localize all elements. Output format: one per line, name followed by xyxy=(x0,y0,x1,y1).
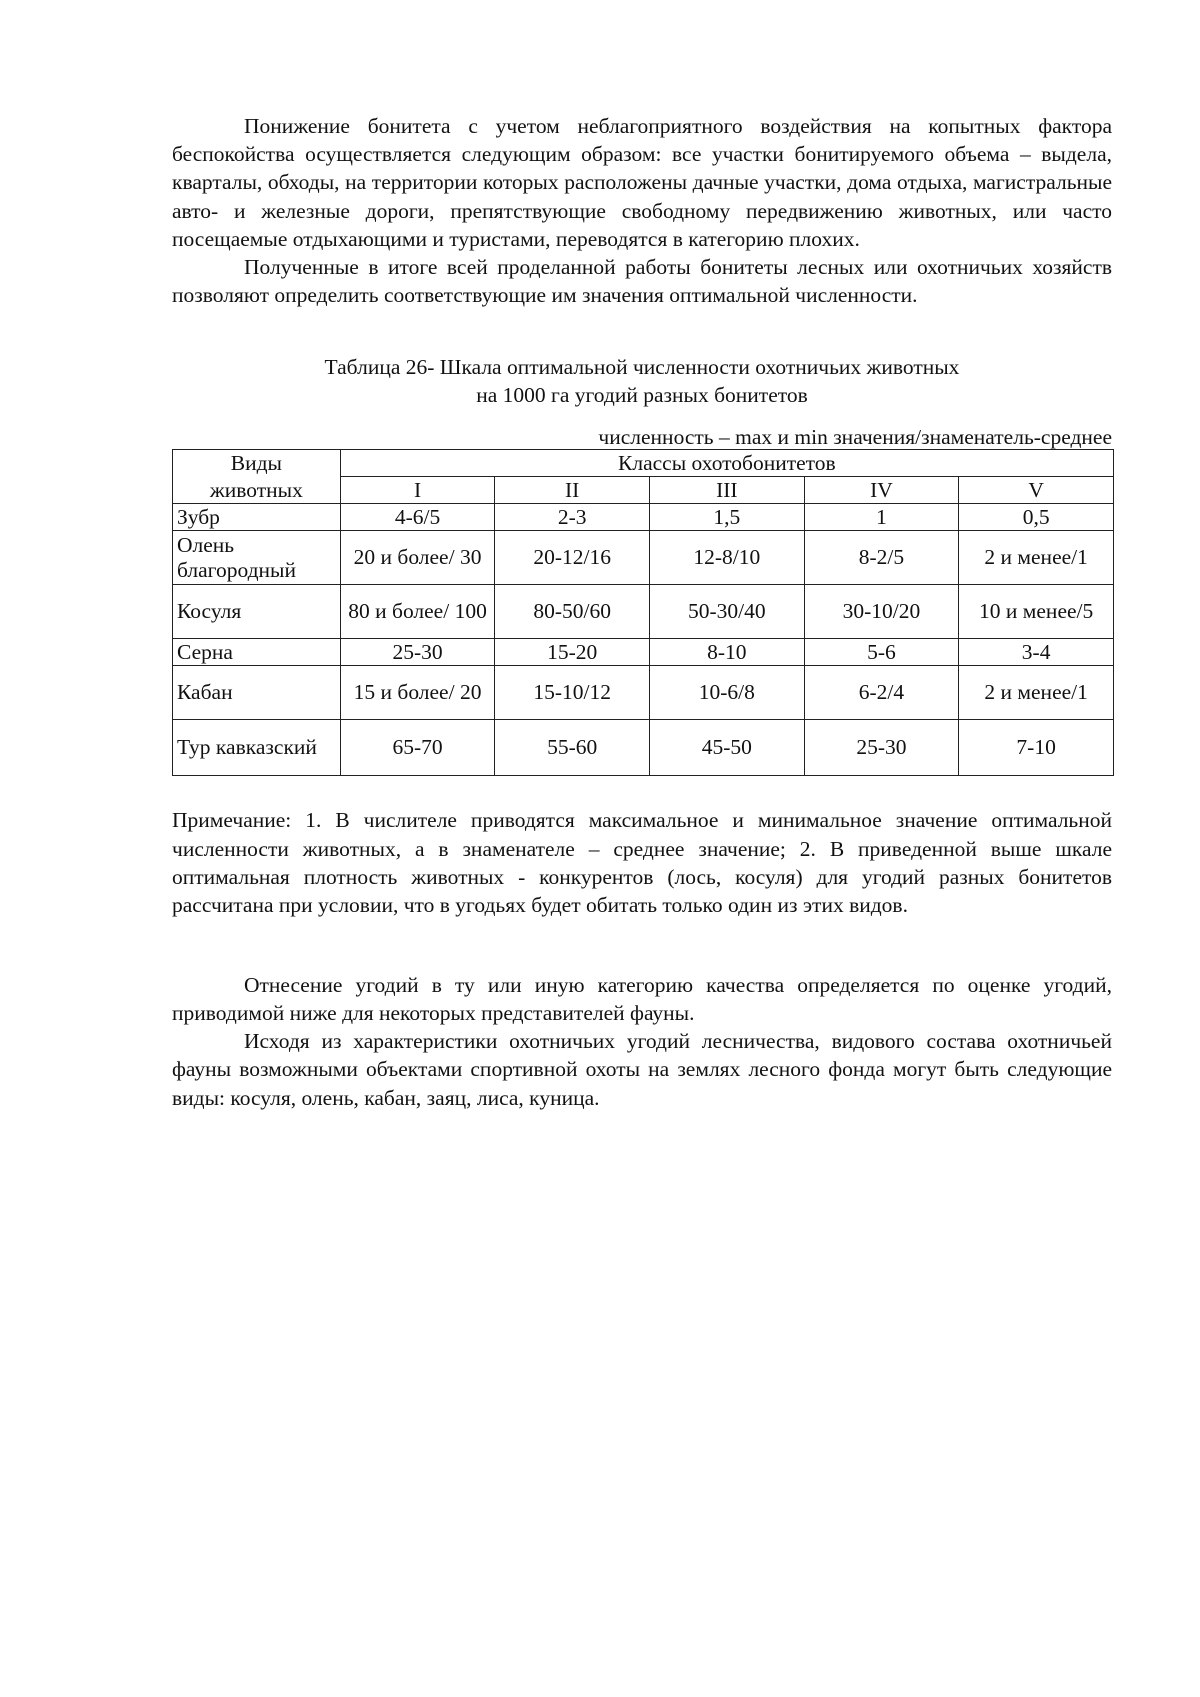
paragraph-land-category: Отнесение угодий в ту или иную категорию качества определяется по оценке угодий, приводимой ниже для некоторых представителей фауны. xyxy=(172,972,1112,1025)
paragraph-hunting-objects: Исходя из характеристики охотничьих угодий лесничества, видового состава охотничьей фауны возможными объектами спортивной охоты на землях лесного фонда могут быть следующие виды: косуля, олень, кабан, заяц, лиса, куница. xyxy=(172,1029,1112,1110)
table-row xyxy=(173,639,1114,666)
table-row xyxy=(173,504,1114,531)
species-name: Серна xyxy=(173,639,341,666)
paragraph-bonitet-reduction: Понижение бонитета с учетом неблагоприятного воздействия на копытных фактора беспокойства осуществляется следующим образом: все участки бонитируемого объема – выдела, кварталы, обходы, на территории которых расположены дачные участки, дома отдыха, магистральные авто- и железные дороги, препятствующие свободному передвижению животных, или часто посещаемые отдыхающими и туристами, переводятся в категорию плохих. xyxy=(172,114,1112,251)
table-cell: 5-6 xyxy=(804,639,959,666)
table-cell: 15-20 xyxy=(495,639,650,666)
table-cell: 80-50/60 xyxy=(495,585,650,639)
table-cell: 50-30/40 xyxy=(650,585,805,639)
table-cell: 0,5 xyxy=(959,504,1114,531)
species-name: Тур кавказский xyxy=(173,720,341,776)
table-cell: 25-30 xyxy=(340,639,495,666)
table-cell: 15 и более/ 20 xyxy=(340,666,495,720)
table-cell: 4-6/5 xyxy=(340,504,495,531)
class-header-2: II xyxy=(495,477,650,504)
table-cell: 15-10/12 xyxy=(495,666,650,720)
table-cell: 65-70 xyxy=(340,720,495,776)
table-cell: 2 и менее/1 xyxy=(959,531,1114,585)
table-note: Примечание: 1. В числителе приводятся максимальное и минимальное значение оптимальной численности животных, а в знаменателе – среднее значение; 2. В приведенной выше шкале оптимальная плотность животных - конкурентов (лось, косуля) для угодий разных бонитетов рассчитана при условии, что в угодьях будет обитать только один из этих видов. xyxy=(172,808,1112,918)
table-cell: 12-8/10 xyxy=(650,531,805,585)
section-gap xyxy=(172,941,1112,971)
header-species-cell-top: Виды xyxy=(173,450,341,477)
table-cell: 6-2/4 xyxy=(804,666,959,720)
table-cell: 8-10 xyxy=(650,639,805,666)
table-cell: 45-50 xyxy=(650,720,805,776)
table-cell: 10-6/8 xyxy=(650,666,805,720)
table-caption-line-1: Таблица 26- Шкала оптимальной численности охотничьих животных xyxy=(324,355,960,380)
species-name: Олень благородный xyxy=(173,531,341,585)
table-cell: 25-30 xyxy=(804,720,959,776)
table-units-note: численность – max и min значения/знаменатель-среднее xyxy=(598,425,1112,450)
table-cell: 8-2/5 xyxy=(804,531,959,585)
document-page xyxy=(172,112,1112,1112)
table-cell: 30-10/20 xyxy=(804,585,959,639)
class-header-4: IV xyxy=(804,477,959,504)
table-cell: 20 и более/ 30 xyxy=(340,531,495,585)
class-header-3: III xyxy=(650,477,805,504)
table-cell: 55-60 xyxy=(495,720,650,776)
species-name: Зубр xyxy=(173,504,341,531)
table-cell: 1,5 xyxy=(650,504,805,531)
class-header-1: I xyxy=(340,477,495,504)
table-header-row xyxy=(173,450,1114,477)
table-row xyxy=(173,585,1114,639)
table-caption-line-2: на 1000 га угодий разных бонитетов xyxy=(476,383,808,408)
species-name: Кабан xyxy=(173,666,341,720)
table-cell: 1 xyxy=(804,504,959,531)
table-cell: 2-3 xyxy=(495,504,650,531)
table-row xyxy=(173,720,1114,776)
table-cell: 3-4 xyxy=(959,639,1114,666)
table-cell: 2 и менее/1 xyxy=(959,666,1114,720)
paragraph-bonitet-results: Полученные в итоге всей проделанной работы бонитеты лесных или охотничьих хозяйств позволяют определить соответствующие им значения оптимальной численности. xyxy=(172,255,1112,308)
table-cell: 10 и менее/5 xyxy=(959,585,1114,639)
table-cell: 20-12/16 xyxy=(495,531,650,585)
species-name: Косуля xyxy=(173,585,341,639)
table-class-row xyxy=(173,477,1114,504)
table-caption xyxy=(172,353,1112,409)
optimal-density-table xyxy=(172,449,1114,776)
header-species-cell-bottom: животных xyxy=(173,477,341,504)
table-cell: 7-10 xyxy=(959,720,1114,776)
table-cell: 80 и более/ 100 xyxy=(340,585,495,639)
table-row xyxy=(173,666,1114,720)
table-row xyxy=(173,531,1114,585)
header-classes: Классы охотобонитетов xyxy=(340,450,1113,477)
class-header-5: V xyxy=(959,477,1114,504)
